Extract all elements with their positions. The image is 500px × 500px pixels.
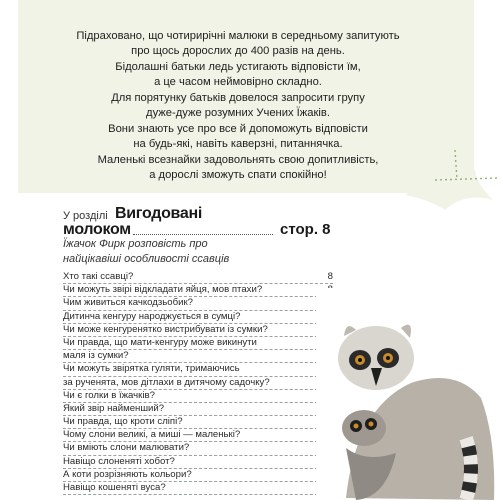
toc-page: 8 [327, 271, 333, 282]
toc-row [63, 482, 333, 495]
section-subtitle: Їжачок Фирк розповість про [63, 238, 208, 250]
intro-line: Підраховано, що чотирирічні малюки в середньому запитують [76, 30, 400, 42]
intro-line: Бідолашні батьки ледь устигають відповісти їм, [115, 61, 361, 73]
intro-line: дуже-дуже розумних Учених Їжаків. [146, 107, 330, 119]
toc-title: Чи вміють слони малювати? [63, 442, 190, 454]
toc-title: Чи правда, що мати-кенгуру може викинути [63, 336, 257, 348]
toc-title: Чи є голки в їжачків? [63, 389, 155, 401]
section-page-ref: стор. 8 [280, 221, 331, 238]
toc-row [63, 337, 333, 350]
table-of-contents [63, 271, 333, 495]
toc-row [63, 297, 333, 310]
toc-title: Навіщо кошенятi вуса? [63, 482, 166, 493]
section-subtitle: найцікавіші особливості ссавців [63, 253, 230, 265]
intro-line: а це часом неймовірно складно. [154, 76, 322, 88]
toc-row [63, 416, 333, 429]
toc-title: Навіщо слоненяті хобот? [63, 455, 175, 467]
toc-row [63, 390, 333, 403]
toc-title: Чи можуть звірі відкладати яйця, мов птахи? [63, 284, 263, 296]
toc-row [63, 311, 333, 324]
toc-row [63, 429, 333, 442]
toc-row [63, 469, 333, 482]
toc-title: Чи може кенгуренятко вистрибувати із сумки? [63, 323, 268, 335]
section-title: Вигодовані [115, 205, 202, 222]
toc-title: Чому слони великі, а миші — маленькі? [63, 429, 241, 441]
section-title: молоком [63, 221, 131, 238]
toc-title: Чи можуть звірятка гуляти, тримаючись [63, 363, 240, 375]
section-intro-label: У розділі [63, 210, 108, 222]
toc-title: маля із сумки? [63, 350, 129, 362]
toc-title: Чи правда, що кроти сліпі? [63, 416, 183, 428]
intro-line: Для порятунку батьків довелося запросити групу [111, 92, 365, 104]
intro-line: про щось дорослих до 400 разів на день. [131, 45, 345, 57]
lemur-photo [316, 288, 500, 500]
toc-row [63, 456, 333, 469]
toc-row [63, 350, 333, 363]
toc-row [63, 271, 333, 284]
toc-row [63, 442, 333, 455]
toc-row [63, 377, 333, 390]
title-leader [133, 234, 273, 235]
toc-row [63, 363, 333, 376]
toc-title: А коти розрізняють кольори? [63, 468, 192, 480]
toc-title: Чим живиться качкодзьобик? [63, 297, 193, 309]
intro-line: а дорослі зможуть спати спокійно! [149, 169, 327, 181]
toc-title: Хто такі ссавці? [63, 271, 134, 282]
toc-row [63, 284, 333, 297]
toc-title: за рученята, мов дітлахи в дитячому садочку? [63, 376, 270, 388]
intro-line: Вони знають усе про все й допоможуть відповісти [108, 123, 368, 135]
intro-line: на будь-які, навіть каверзні, питаннячка. [133, 138, 343, 150]
intro-line: Маленькі всезнайки задовольнять свою допитливість, [97, 154, 379, 166]
toc-title: Дитинча кенгуру народжується в сумці? [63, 310, 241, 322]
toc-title: Який звір найменший? [63, 402, 165, 414]
leaf-decoration-icon [405, 140, 500, 215]
toc-row [63, 324, 333, 337]
toc-row [63, 403, 333, 416]
